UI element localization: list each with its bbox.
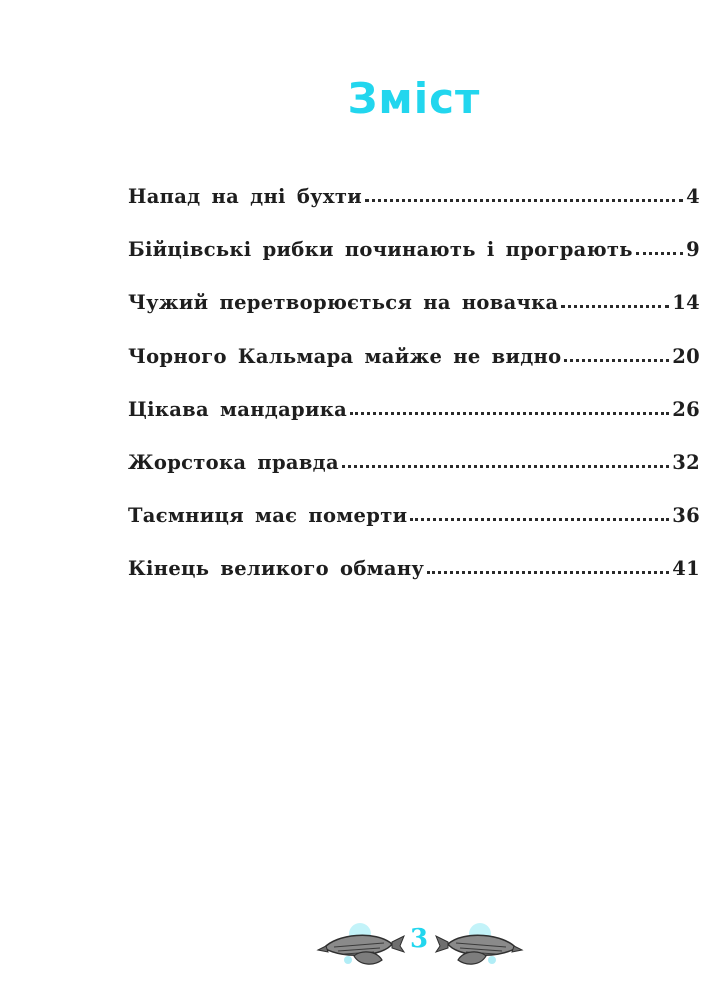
toc-entry-title: Бійцівські рибки починають і програють (128, 238, 633, 262)
toc-dot-leader (564, 355, 669, 362)
toc-entry-title: Чужий перетворюється на новачка (128, 291, 559, 315)
toc-entry-page: 20 (672, 344, 700, 368)
toc-entry-page: 14 (672, 291, 700, 315)
toc-entry-title: Цікава мандарика (128, 397, 348, 421)
toc-entry-page: 41 (672, 557, 700, 581)
toc-entry (128, 398, 700, 451)
toc-entry (128, 291, 700, 344)
toc-entry-title: Чорного Кальмара майже не видно (128, 344, 562, 368)
seashell-ornament-icon (314, 920, 406, 972)
toc-dot-leader (427, 567, 669, 574)
toc-entry (128, 185, 700, 238)
toc-entry-page: 26 (672, 397, 700, 421)
toc-dot-leader (342, 461, 669, 468)
toc-entry-page: 32 (672, 450, 700, 474)
toc-dot-leader (561, 301, 669, 308)
table-of-contents (128, 185, 700, 611)
toc-entry (128, 451, 700, 504)
toc-entry (128, 238, 700, 291)
seashell-ornament-icon (434, 920, 526, 972)
toc-entry-title: Напад на дні бухти (128, 185, 362, 208)
toc-dot-leader (365, 195, 683, 202)
toc-entry (128, 345, 700, 398)
page-number: 3 (409, 924, 429, 954)
toc-entry-title: Таємниця має померти (128, 504, 408, 528)
toc-entry-page: 9 (686, 238, 700, 262)
toc-dot-leader (410, 514, 669, 521)
toc-dot-leader (350, 408, 669, 415)
toc-entry-title: Кінець великого обману (128, 557, 425, 581)
page-footer (0, 920, 728, 980)
toc-entry (128, 504, 700, 557)
toc-entry-page: 36 (672, 504, 700, 528)
toc-entry-title: Жорстока правда (128, 450, 339, 474)
toc-dot-leader (636, 248, 683, 255)
toc-entry-page: 4 (686, 185, 700, 208)
page-title: Зміст (347, 74, 481, 123)
toc-entry (128, 557, 700, 610)
